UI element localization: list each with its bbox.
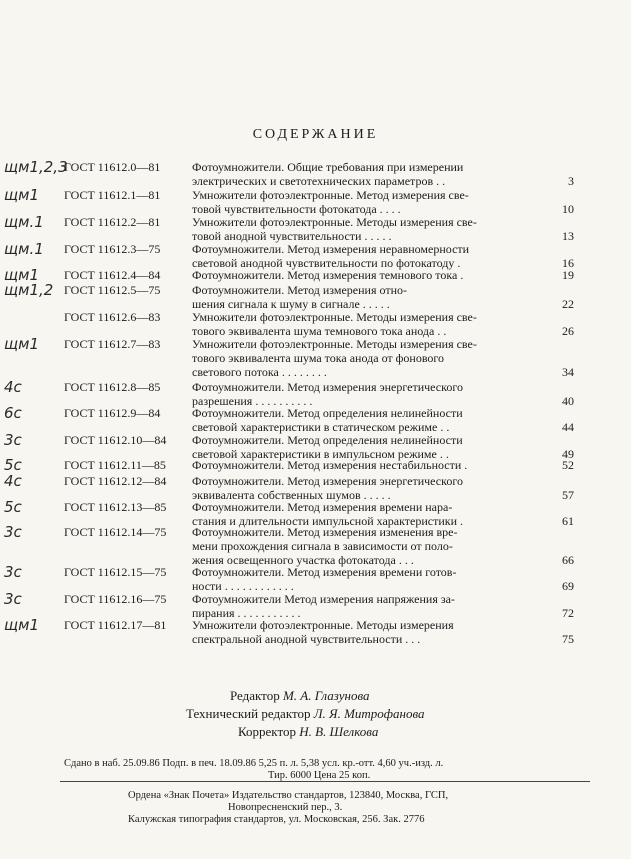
- handwritten-mark: 4с: [4, 378, 22, 396]
- gost-number: ГОСТ 11612.7—83: [64, 337, 161, 351]
- page-number: 72: [562, 606, 574, 620]
- entry-title-line: эквивалента собственных шумов . . . . .: [192, 488, 391, 502]
- entry-title: [192, 406, 546, 434]
- entry-title: [192, 268, 546, 282]
- page-number: 66: [562, 553, 574, 567]
- corrector-label: Корректор: [238, 724, 296, 739]
- handwritten-mark: щм1: [4, 186, 39, 204]
- entry-title-line: тового эквивалента шума темнового тока анода . .: [192, 324, 447, 338]
- gost-number: ГОСТ 11612.0—81: [64, 160, 161, 174]
- entry-title: [192, 565, 546, 593]
- editor-name: М. А. Глазунова: [282, 688, 370, 703]
- entry-title: [192, 474, 546, 502]
- entry-title-line: тового эквивалента шума тока анода от фонового: [192, 351, 445, 365]
- entry-title-line: световой характеристики в импульсном режиме . .: [192, 447, 449, 461]
- handwritten-mark: 5с: [4, 456, 22, 474]
- entry-title-line: Фотоумножители. Метод измерения отно-: [192, 283, 407, 297]
- tech-editor-label: Технический редактор: [186, 706, 311, 721]
- entry-title: [192, 160, 546, 188]
- gost-number: ГОСТ 11612.1—81: [64, 188, 161, 202]
- entry-title-line: светового потока . . . . . . . .: [192, 365, 327, 379]
- imprint-line-1: Сдано в наб. 25.09.86 Подп. в печ. 18.09.86 5,25 п. л. 5,38 усл. кр.-отт. 4,60 уч.-изд. л.: [64, 758, 444, 769]
- entry-title-line: Умножители фотоэлектронные. Методы измерения све-: [192, 215, 477, 229]
- entry-title-line: Фотоумножители. Метод определения нелинейности: [192, 406, 463, 420]
- page-number: 10: [562, 202, 574, 216]
- entry-title-line: Фотоумножители. Метод измерения энергетического: [192, 474, 463, 488]
- entry-title-line: Фотоумножители Метод измерения напряжения за-: [192, 592, 455, 606]
- page-number: 16: [562, 256, 574, 270]
- entry-title-line: Фотоумножители. Метод определения нелинейности: [192, 433, 463, 447]
- entry-title: [192, 283, 546, 311]
- editor-credit: [230, 688, 370, 704]
- page-number: 57: [562, 488, 574, 502]
- divider: [60, 781, 590, 782]
- imprint-line-2: Тир. 6000 Цена 25 коп.: [268, 770, 371, 781]
- handwritten-mark: щм.1: [4, 213, 44, 231]
- entry-title: [192, 380, 546, 408]
- page-number: 44: [562, 420, 574, 434]
- entry-title-line: световой анодной чувствительности по фотокатоду .: [192, 256, 461, 270]
- handwritten-mark: щм1,2,3: [4, 158, 68, 176]
- gost-number: ГОСТ 11612.9—84: [64, 406, 161, 420]
- gost-number: ГОСТ 11612.5—75: [64, 283, 161, 297]
- page-number: 26: [562, 324, 574, 338]
- entry-title-line: Фотоумножители. Метод измерения темнового тока .: [192, 268, 464, 282]
- handwritten-mark: 5с: [4, 498, 22, 516]
- handwritten-mark: 6с: [4, 404, 22, 422]
- entry-title: [192, 337, 546, 379]
- gost-number: ГОСТ 11612.4—84: [64, 268, 161, 282]
- entry-title: [192, 433, 546, 461]
- handwritten-mark: 3с: [4, 431, 22, 449]
- entry-title-line: Фотоумножители. Общие требования при измерении: [192, 160, 464, 174]
- entry-title: [192, 188, 546, 216]
- editor-label: Редактор: [230, 688, 280, 703]
- entry-title-line: Фотоумножители. Метод измерения времени нара-: [192, 500, 453, 514]
- gost-number: ГОСТ 11612.14—75: [64, 525, 167, 539]
- entry-title-line: Фотоумножители. Метод измерения изменения вре-: [192, 525, 458, 539]
- entry-title-line: Умножители фотоэлектронные. Методы измерения: [192, 618, 454, 632]
- entry-title: [192, 215, 546, 243]
- entry-title-line: Фотоумножители. Метод измерения неравномерности: [192, 242, 470, 256]
- entry-title-line: жения освещенного участка фотокатода . . .: [192, 553, 414, 567]
- page-number: 61: [562, 514, 574, 528]
- entry-title-line: товой чувствительности фотокатода . . . .: [192, 202, 401, 216]
- gost-number: ГОСТ 11612.12—84: [64, 474, 167, 488]
- entry-title: [192, 310, 546, 338]
- page-number: 22: [562, 297, 574, 311]
- entry-title: [192, 458, 546, 472]
- entry-title-line: Фотоумножители. Метод измерения времени готов-: [192, 565, 457, 579]
- entry-title: [192, 500, 546, 528]
- entry-title-line: товой анодной чувствительности . . . . .: [192, 229, 392, 243]
- entry-title-line: Умножители фотоэлектронные. Метод измерения све-: [192, 188, 469, 202]
- gost-number: ГОСТ 11612.6—83: [64, 310, 161, 324]
- gost-number: ГОСТ 11612.2—81: [64, 215, 161, 229]
- handwritten-mark: щм1: [4, 616, 39, 634]
- corrector-credit: [238, 724, 378, 740]
- entry-title-line: пирания . . . . . . . . . . .: [192, 606, 301, 620]
- page-number: 40: [562, 394, 574, 408]
- page-number: 69: [562, 579, 574, 593]
- entry-title-line: электрических и светотехнических параметров . .: [192, 174, 446, 188]
- corrector-name: Н. В. Шелкова: [299, 724, 379, 739]
- imprint-line-5: Калужская типография стандартов, ул. Московская, 256. Зак. 2776: [128, 814, 425, 825]
- page-number: 49: [562, 447, 574, 461]
- handwritten-mark: щм.1: [4, 240, 44, 258]
- tech-editor-name: Л. Я. Митрофанова: [313, 706, 425, 721]
- handwritten-mark: щм1: [4, 266, 39, 284]
- handwritten-mark: 3с: [4, 563, 22, 581]
- gost-number: ГОСТ 11612.17—81: [64, 618, 167, 632]
- gost-number: ГОСТ 11612.11—85: [64, 458, 166, 472]
- entry-title-line: шения сигнала к шуму в сигнале . . . . .: [192, 297, 390, 311]
- imprint-line-3: Ордена «Знак Почета» Издательство стандартов, 123840, Москва, ГСП,: [128, 790, 449, 801]
- entry-title-line: Фотоумножители. Метод измерения энергетического: [192, 380, 463, 394]
- handwritten-mark: 3с: [4, 523, 22, 541]
- handwritten-mark: 4с: [4, 472, 22, 490]
- gost-number: ГОСТ 11612.10—84: [64, 433, 167, 447]
- entry-title: [192, 592, 546, 620]
- entry-title: [192, 242, 546, 270]
- page-number: 19: [562, 268, 574, 282]
- entry-title-line: стания и длительности импульсной характеристики .: [192, 514, 464, 528]
- entry-title-line: разрешения . . . . . . . . . .: [192, 394, 313, 408]
- entry-title: [192, 618, 546, 646]
- gost-number: ГОСТ 11612.8—85: [64, 380, 161, 394]
- page-number: 52: [562, 458, 574, 472]
- entry-title-line: мени прохождения сигнала в зависимости от поло-: [192, 539, 453, 553]
- entry-title: [192, 525, 546, 567]
- page-number: 75: [562, 632, 574, 646]
- entry-title-line: Фотоумножители. Метод измерения нестабильности .: [192, 458, 468, 472]
- handwritten-mark: 3с: [4, 590, 22, 608]
- gost-number: ГОСТ 11612.3—75: [64, 242, 161, 256]
- entry-title-line: Умножители фотоэлектронные. Методы измерения све-: [192, 310, 477, 324]
- entry-title-line: световой характеристики в статическом режиме . .: [192, 420, 450, 434]
- gost-number: ГОСТ 11612.16—75: [64, 592, 167, 606]
- entry-title-line: спектральной анодной чувствительности . . .: [192, 632, 421, 646]
- page-number: 3: [568, 174, 574, 188]
- gost-number: ГОСТ 11612.13—85: [64, 500, 167, 514]
- page-title: СОДЕРЖАНИЕ: [252, 127, 379, 142]
- handwritten-mark: щм1: [4, 335, 39, 353]
- page-number: 13: [562, 229, 574, 243]
- tech-editor-credit: [186, 706, 425, 722]
- entry-title-line: Умножители фотоэлектронные. Методы измерения све-: [192, 337, 477, 351]
- gost-number: ГОСТ 11612.15—75: [64, 565, 167, 579]
- entry-title-line: ности . . . . . . . . . . . .: [192, 579, 294, 593]
- page-number: 34: [562, 365, 574, 379]
- handwritten-mark: щм1,2: [4, 281, 54, 299]
- imprint-line-4: Новопресненский пер., 3.: [228, 802, 343, 813]
